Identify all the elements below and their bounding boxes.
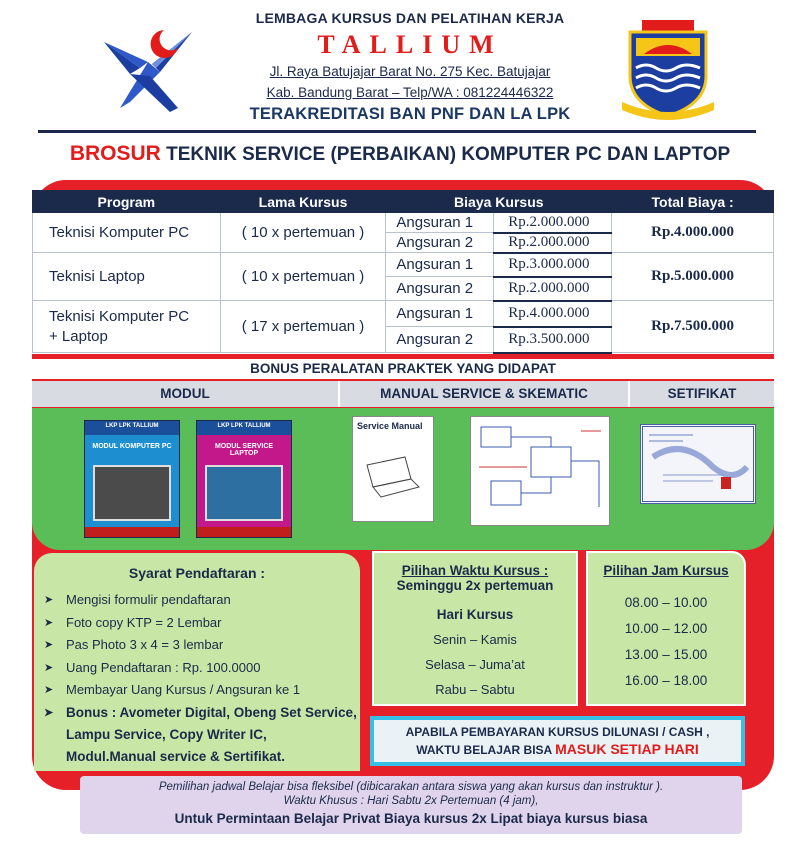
installment-amount: Rp.3.000.000 xyxy=(494,253,612,277)
installment-label: Angsuran 2 xyxy=(386,277,494,301)
book-photo xyxy=(205,465,283,521)
footer-line-3: Untuk Permintaan Belajar Privat Biaya kursus 2x Lipat biaya kursus biasa xyxy=(174,811,648,826)
bonus-panel xyxy=(32,408,774,550)
table-row xyxy=(33,213,774,233)
brand-name: TALLIUM xyxy=(317,30,503,59)
col-cost: Biaya Kursus xyxy=(386,191,612,213)
schematic-sheet xyxy=(470,416,610,526)
book-title: MODUL SERVICE LAPTOP xyxy=(214,443,274,457)
arrow-icon: ➤ xyxy=(44,661,54,674)
arrow-icon: ➤ xyxy=(44,684,54,696)
requirements-title: Syarat Pendaftaran : xyxy=(128,565,266,581)
col-duration: Lama Kursus xyxy=(220,191,386,213)
table-row xyxy=(33,301,774,327)
list-item xyxy=(42,612,360,635)
schedule-days-panel xyxy=(372,551,578,706)
schematic-lines xyxy=(471,417,609,525)
cash-notice-line-2 xyxy=(374,741,741,757)
installment-label: Angsuran 2 xyxy=(386,233,494,253)
requirements-list xyxy=(34,589,360,768)
schedule-title: Pilihan Waktu Kursus : xyxy=(401,563,549,578)
book-band-text: LKP LPK TALLIUM xyxy=(217,423,271,429)
list-item xyxy=(42,634,360,657)
address-line-1: Jl. Raya Batujajar Barat No. 275 Kec. Batujajar xyxy=(269,64,551,79)
duration-cell: ( 17 x pertemuan ) xyxy=(220,301,386,353)
cash-notice-highlight: MASUK SETIAP HARI xyxy=(555,741,699,757)
list-item-text: Uang Pendaftaran : Rp. 100.0000 xyxy=(66,659,261,675)
list-item-text: Membayar Uang Kursus / Angsuran ke 1 xyxy=(66,682,301,697)
total-cell: Rp.5.000.000 xyxy=(612,253,774,301)
program-cell: Teknisi Laptop xyxy=(33,253,221,301)
cash-notice-text: WAKTU BELAJAR BISA xyxy=(416,743,552,757)
installment-amount: Rp.4.000.000 xyxy=(494,301,612,327)
book-title: MODUL KOMPUTER PC xyxy=(92,443,172,450)
day-option: Selasa – Juma’at xyxy=(425,657,525,672)
day-option: Senin – Kamis xyxy=(433,632,517,647)
price-table xyxy=(32,190,774,354)
list-item xyxy=(42,657,360,680)
days-title: Hari Kursus xyxy=(436,607,514,622)
list-item-text: Mengisi formulir pendaftaran xyxy=(66,592,231,607)
table-header-row xyxy=(33,191,774,213)
total-cell: Rp.7.500.000 xyxy=(612,301,774,353)
cash-payment-notice xyxy=(370,716,745,766)
bonus-head-setifikat: SETIFIKAT xyxy=(667,386,737,401)
bonus-item-text: Bonus : Avometer Digital, Obeng Set Service, Lampu Service, Copy Writer IC, Modul.Manual service & Sertifikat. xyxy=(66,704,357,764)
list-item xyxy=(42,589,360,612)
installment-label: Angsuran 1 xyxy=(386,213,494,233)
hour-slot: 10.00 – 12.00 xyxy=(624,621,708,636)
footer-line-1: Pemilihan jadwal Belajar bisa fleksibel (dibicarakan antara siswa yang akan kursus dan instruktur ). xyxy=(158,781,664,793)
arrow-icon: ➤ xyxy=(44,639,54,651)
module-book-pc xyxy=(84,420,180,538)
header-block xyxy=(210,10,610,124)
certificate-graphic xyxy=(643,427,753,501)
accreditation-text: TERAKREDITASI BAN PNF DAN LA LPK xyxy=(249,105,571,123)
manual-cover-title: Service Manual xyxy=(357,421,423,431)
brochure-title-red: BROSUR xyxy=(69,142,161,165)
col-program: Program xyxy=(33,191,221,213)
list-item-text: Foto copy KTP = 2 Lembar xyxy=(66,614,222,630)
table-row xyxy=(33,253,774,277)
installment-label: Angsuran 2 xyxy=(386,327,494,353)
hour-slot: 13.00 – 15.00 xyxy=(624,647,708,662)
address-line-2: Kab. Bandung Barat – Telp/WA : 081224446322 xyxy=(266,85,554,100)
list-item-text: Pas Photo 3 x 4 = 3 lembar xyxy=(66,637,224,652)
installment-amount: Rp.2.000.000 xyxy=(494,213,612,233)
organization-name: LEMBAGA KURSUS DAN PELATIHAN KERJA xyxy=(255,10,565,26)
regency-crest xyxy=(622,18,714,120)
certificate xyxy=(640,424,756,504)
duration-cell: ( 10 x pertemuan ) xyxy=(220,213,386,253)
book-foot xyxy=(85,527,179,537)
bonus-head-manual: MANUAL SERVICE & SKEMATIC xyxy=(340,381,630,407)
bonus-headers xyxy=(32,381,774,407)
arrow-icon: ➤ xyxy=(44,594,54,606)
book-band-text: LKP LPK TALLIUM xyxy=(105,423,159,429)
hours-title: Pilihan Jam Kursus xyxy=(603,563,729,578)
cash-notice-line-1: APABILA PEMBAYARAN KURSUS DILUNASI / CASH , xyxy=(405,725,710,739)
footer-note xyxy=(80,776,742,834)
bonus-head-modul: MODUL xyxy=(32,381,340,407)
book-foot xyxy=(197,527,291,537)
schedule-subtitle: Seminggu 2x pertemuan xyxy=(396,578,554,593)
installment-amount: Rp.3.500.000 xyxy=(494,327,612,353)
installment-amount: Rp.2.000.000 xyxy=(494,233,612,253)
arrow-icon: ➤ xyxy=(44,616,54,629)
brochure-title xyxy=(0,142,800,166)
service-manual-cover xyxy=(352,416,434,522)
bonus-title: BONUS PERALATAN PRAKTEK YANG DIDAPAT xyxy=(32,359,774,379)
installment-label: Angsuran 1 xyxy=(386,301,494,327)
day-option: Rabu – Sabtu xyxy=(435,682,515,697)
header-divider xyxy=(38,130,756,133)
col-total: Total Biaya : xyxy=(612,191,774,213)
brochure-title-rest: TEKNIK SERVICE (PERBAIKAN) KOMPUTER PC DAN LAPTOP xyxy=(160,144,731,165)
arrow-icon: ➤ xyxy=(44,706,54,719)
list-item xyxy=(42,679,360,702)
program-line-2: + Laptop xyxy=(49,327,108,345)
program-cell xyxy=(33,301,221,353)
installment-amount: Rp.2.000.000 xyxy=(494,277,612,301)
installment-label: Angsuran 1 xyxy=(386,253,494,277)
hour-slot: 16.00 – 18.00 xyxy=(624,673,708,688)
total-cell: Rp.4.000.000 xyxy=(612,213,774,253)
duration-cell: ( 10 x pertemuan ) xyxy=(220,253,386,301)
tallium-logo xyxy=(100,22,196,118)
laptop-sketch xyxy=(353,435,433,515)
book-photo xyxy=(93,465,171,521)
hour-slot: 08.00 – 10.00 xyxy=(624,595,708,610)
program-line-1: Teknisi Komputer PC xyxy=(49,307,190,325)
requirements-panel xyxy=(34,553,360,771)
module-book-laptop xyxy=(196,420,292,538)
bonus-item xyxy=(42,702,360,768)
schedule-hours-panel xyxy=(586,551,746,706)
program-cell: Teknisi Komputer PC xyxy=(33,213,221,253)
footer-line-2: Waktu Khusus : Hari Sabtu 2x Pertemuan (4 jam), xyxy=(283,795,539,807)
